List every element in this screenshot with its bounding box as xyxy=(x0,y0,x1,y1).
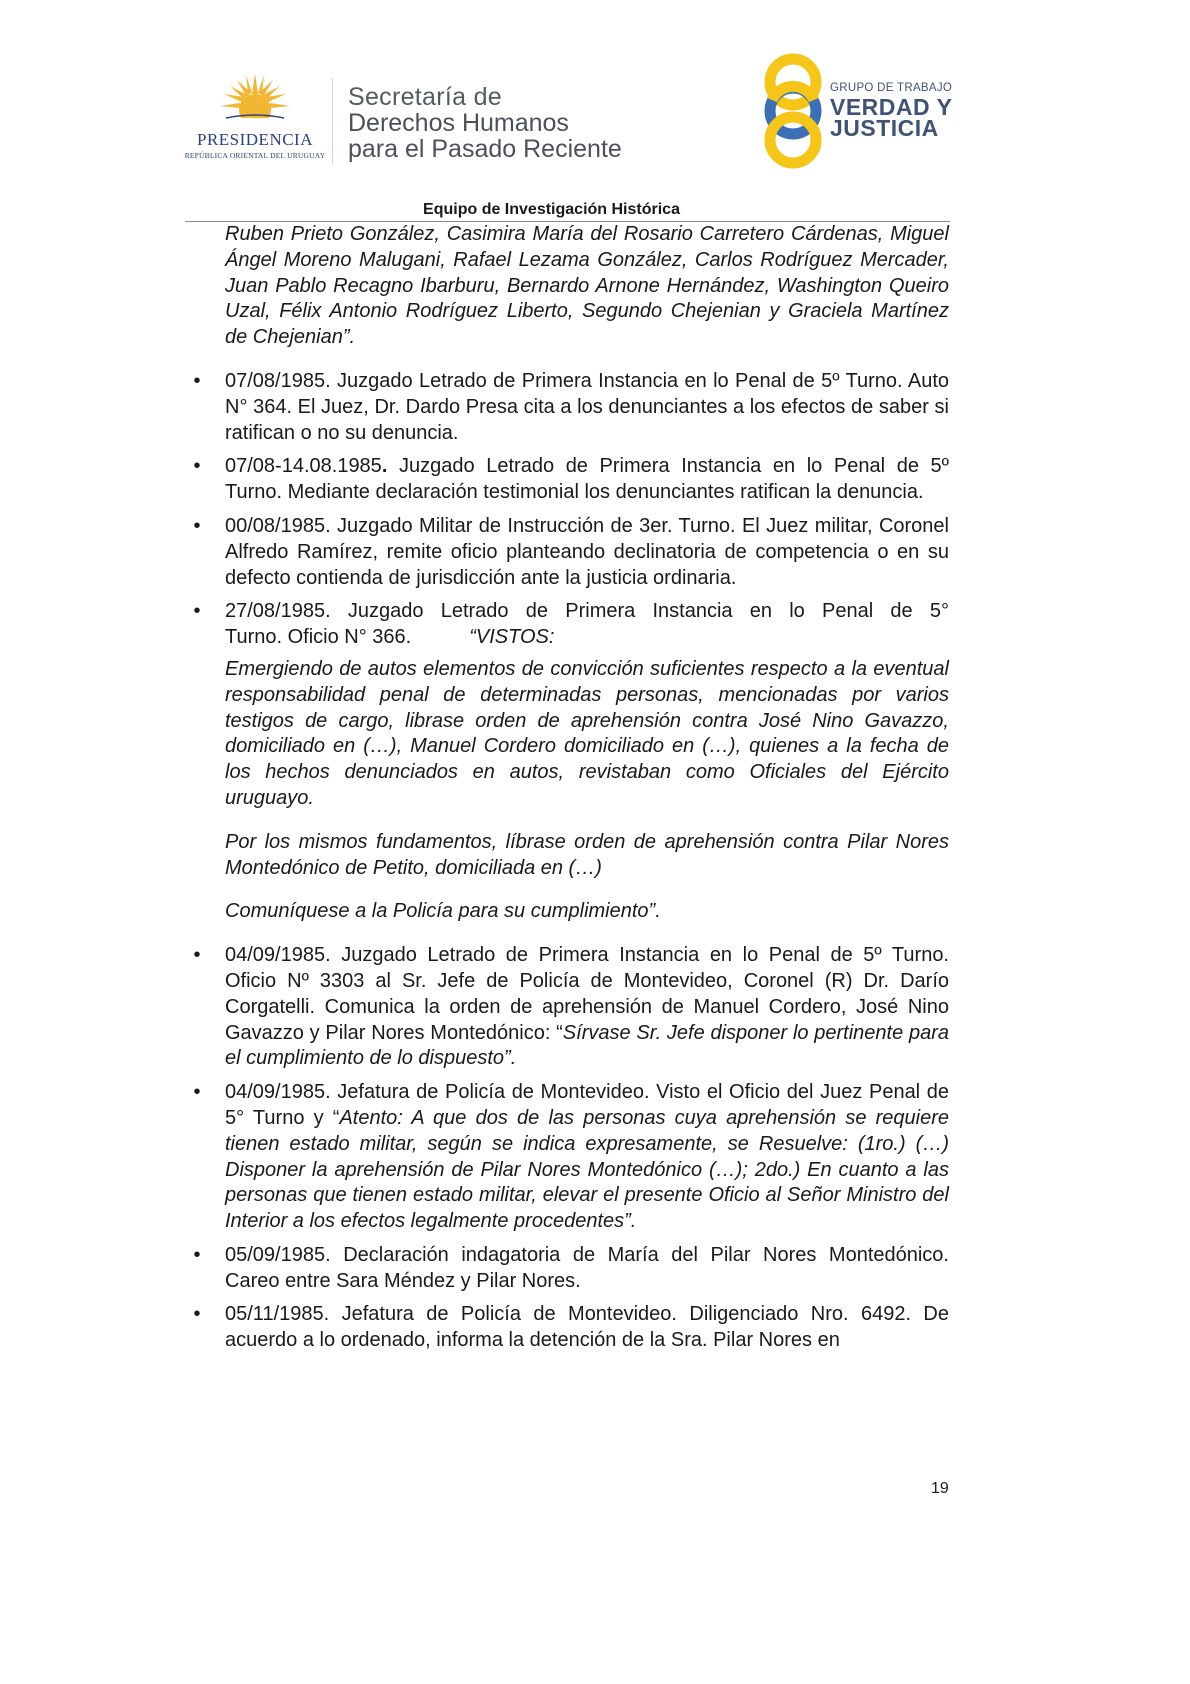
presidencia-logo xyxy=(182,72,328,164)
bullet-icon: • xyxy=(193,369,201,392)
document-body xyxy=(193,222,950,1354)
bullet-icon: • xyxy=(193,514,201,537)
list-item xyxy=(193,514,949,591)
team-title: Equipo de Investigación Histórica xyxy=(423,201,680,218)
secretaria-line-1: Secretaría de xyxy=(348,83,502,111)
entry-head: 27/08/1985. Juzgado Letrado de Primera Instancia en lo Penal de 5° xyxy=(225,600,949,623)
list-item xyxy=(193,1080,950,1235)
entry-quote: Sírvase Sr. Jefe disponer lo pertinente para el cumplimiento de lo dispuesto”. xyxy=(225,1021,950,1070)
list-item xyxy=(193,943,950,1072)
list-item xyxy=(193,369,949,446)
bullet-icon: • xyxy=(193,1243,201,1266)
grupo-small-text: GRUPO DE TRABAJO xyxy=(830,82,953,94)
entry-text: 07/08/1985. Juzgado Letrado de Primera Instancia en lo Penal de 5º Turno. Auto N° 364. El Juez, Dr. Dardo Presa cita a los denunciantes a los efectos de saber si ratifican o no su denuncia. xyxy=(225,369,949,444)
entry-text: 05/11/1985. Jefatura de Policía de Montevideo. Diligenciado Nro. 6492. De acuerdo a lo ordenado, informa la detención de la Sra. Pilar Nores en xyxy=(225,1303,949,1352)
grupo-line-2: JUSTICIA xyxy=(830,115,939,141)
bullet-icon: • xyxy=(193,944,201,967)
quote-paragraph-3: Comuníquese a la Policía para su cumplimiento”. xyxy=(225,900,661,923)
list-item: • 07/08-14.08.1985. Juzgado Letrado de Primera Instancia en lo Penal de 5º Turno. Mediante declaración testimonial los denunciantes ratifican la denuncia. xyxy=(193,455,949,504)
quote-paragraph-1: Emergiendo de autos elementos de convicción suficientes respecto a la eventual responsabilidad penal de determinadas personas, mencionadas por varios testigos de cargo, librase orden de aprehensión contra José Nino Gavazzo, domiciliado en (…), Manuel Cordero domiciliado en (…), quienes a la fecha de los hechos denunciados en autos, revistaban como Oficiales del Ejército uruguayo. xyxy=(225,657,949,809)
list-item xyxy=(193,1243,949,1295)
bullet-icon: • xyxy=(193,600,201,623)
presidencia-name: PRESIDENCIA xyxy=(196,130,313,149)
presidencia-subtitle: REPÚBLICA ORIENTAL DEL URUGUAY xyxy=(184,151,326,160)
quote-open: “VISTOS: xyxy=(469,626,555,649)
page-number: 19 xyxy=(931,1480,949,1497)
entry-quote: Atento: A que dos de las personas cuya aprehensión se requiere tienen estado militar, según se indica expresamente, se Resuelve: (1ro.) (…) Disponer la aprehensión de Pilar Nores Montedónico (…); 2do.) En cuanto a las personas que tienen estado militar, elevar el presente Oficio al Señor Ministro del Interior a los efectos legalmente procedentes”. xyxy=(225,1106,950,1233)
entry-text: 04/09/1985. Jefatura de Policía de Montevideo. Visto el Oficio del Juez Penal de 5° Turno y “ xyxy=(225,1081,949,1129)
bullet-icon: • xyxy=(193,455,201,478)
entry-text: 04/09/1985. Juzgado Letrado de Primera Instancia en lo Penal de 5º Turno. Oficio Nº 3303 al Sr. Jefe de Policía de Montevideo, Coronel (R) Dr. Darío Corgatelli. Comunica la orden de aprehensión de Manuel Cordero, José Nino Gavazzo y Pilar Nores Montedónico: “ xyxy=(225,944,949,1044)
linked-rings-icon xyxy=(760,52,826,170)
verdad-justicia-logo xyxy=(760,52,960,170)
secretaria-logo xyxy=(348,84,622,162)
entry-text: 05/09/1985. Declaración indagatoria de María del Pilar Nores Montedónico. Careo entre Sara Méndez y Pilar Nores. xyxy=(225,1243,949,1292)
entry-text: 00/08/1985. Juzgado Militar de Instrucción de 3er. Turno. El Juez militar, Coronel Alfredo Ramírez, remite oficio planteando declinatoria de competencia o en su defecto contienda de jurisdicción ante la justicia ordinaria. xyxy=(225,514,949,589)
entry-head-line-2: Turno. Oficio N° 366. “VISTOS: xyxy=(225,626,555,649)
secretaria-line-2: Derechos Humanos xyxy=(348,109,569,137)
sun-emblem-icon xyxy=(218,72,292,130)
logo-divider xyxy=(332,78,333,164)
list-item xyxy=(193,1302,949,1354)
entry-date: 07/08-14.08.1985 xyxy=(225,455,382,478)
list-item xyxy=(193,599,949,651)
secretaria-line-3: para el Pasado Reciente xyxy=(348,135,622,163)
bullet-icon: • xyxy=(193,1081,201,1104)
bullet-icon: • xyxy=(193,1303,201,1326)
entry-text: Juzgado Letrado de Primera Instancia en lo Penal de 5º Turno. Mediante declaración testimonial los denunciantes ratifican la denuncia. xyxy=(225,455,949,504)
continuation-paragraph: Ruben Prieto González, Casimira María del Rosario Carretero Cárdenas, Miguel Ángel Moreno Malugani, Rafael Lezama González, Carlos Rodríguez Mercader, Juan Pablo Recagno Ibarburu, Bernardo Arnone Hernández, Washington Queiro Uzal, Félix Antonio Rodríguez Liberto, Segundo Chejenian y Graciela Martínez de Chejenian”. xyxy=(225,223,949,349)
quote-paragraph-2: Por los mismos fundamentos, líbrase orden de aprehensión contra Pilar Nores Montedónico de Petito, domiciliada en (…) xyxy=(225,830,949,879)
grupo-line-1: VERDAD Y xyxy=(830,94,953,120)
